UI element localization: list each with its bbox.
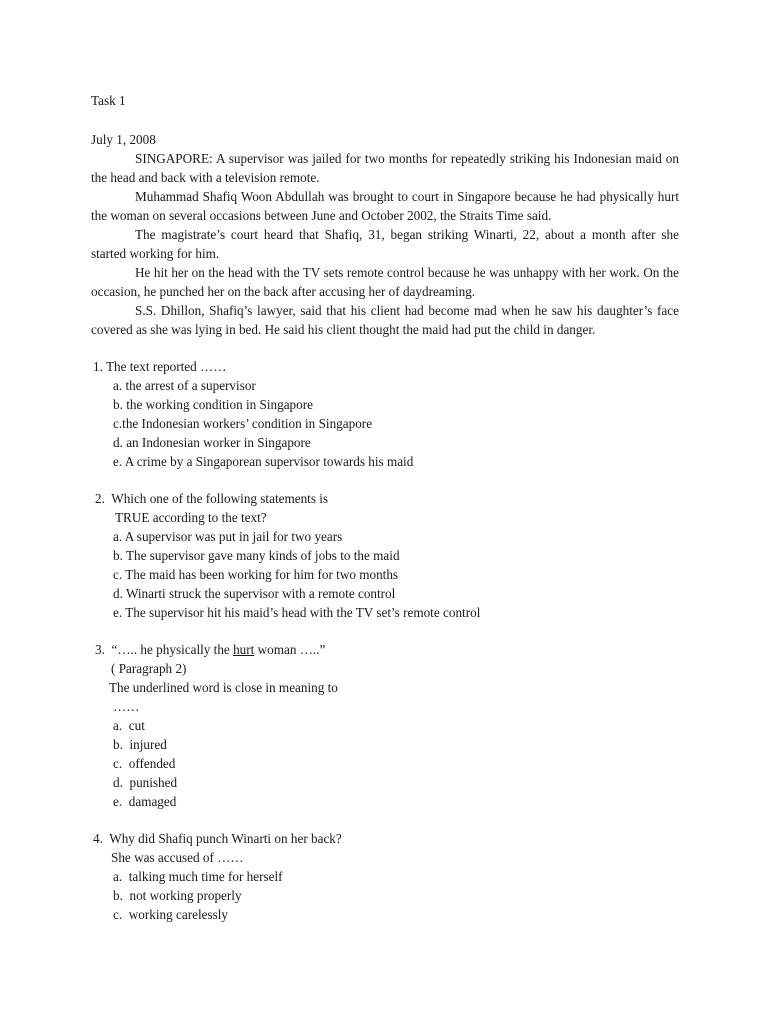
question-3 — [91, 640, 679, 811]
answer-option: b. not working properly — [113, 888, 242, 903]
underlined-word: hurt — [233, 642, 255, 657]
answer-option: a. A supervisor was put in jail for two years — [113, 529, 343, 544]
article — [91, 149, 679, 339]
question-stem-continued: She was accused of …… — [111, 850, 244, 865]
question-stem-prefix: 3. “….. he physically the — [95, 642, 234, 657]
answer-option: e. A crime by a Singaporean supervisor towards his maid — [113, 454, 414, 469]
question-stem-suffix: woman …..” — [254, 642, 326, 657]
question-4 — [91, 829, 679, 924]
question-1 — [91, 357, 679, 471]
answer-option: a. talking much time for herself — [113, 869, 283, 884]
question-stem — [91, 640, 679, 659]
article-paragraph: He hit her on the head with the TV sets remote control because he was unhappy with her work. On the occasion, he punched her on the back after accusing her of daydreaming. — [91, 265, 679, 299]
answer-option: a. the arrest of a supervisor — [113, 378, 256, 393]
answer-option: e. The supervisor hit his maid’s head with the TV set’s remote control — [113, 605, 481, 620]
question-stem: 2. Which one of the following statements is — [95, 491, 329, 506]
article-paragraph: Muhammad Shafiq Woon Abdullah was brought to court in Singapore because he had physically hurt the woman on several occasions between June and October 2002, the Straits Time said. — [91, 189, 679, 223]
answer-option: c. offended — [113, 756, 176, 771]
question-2 — [91, 489, 679, 622]
question-stem: 1. The text reported …… — [93, 359, 227, 374]
answer-option: d. punished — [113, 775, 178, 790]
article-date: July 1, 2008 — [91, 132, 156, 147]
answer-option: b. the working condition in Singapore — [113, 397, 313, 412]
answer-option: e. damaged — [113, 794, 177, 809]
answer-option: c. The maid has been working for him for two months — [113, 567, 399, 582]
question-list — [91, 357, 679, 924]
document-body — [91, 91, 679, 942]
answer-option: c.the Indonesian workers’ condition in Singapore — [113, 416, 373, 431]
article-paragraph: S.S. Dhillon, Shafiq’s lawyer, said that his client had become mad when he saw his daughter’s face covered as she was lying in bed. He said his client thought the maid had put the child in danger. — [91, 303, 679, 337]
answer-option: a. cut — [113, 718, 145, 733]
question-stem: 4. Why did Shafiq punch Winarti on her back? — [93, 831, 342, 846]
article-paragraph: The magistrate’s court heard that Shafiq, 31, began striking Winarti, 22, about a month after she started working for him. — [91, 227, 679, 261]
answer-option: d. Winarti struck the supervisor with a remote control — [113, 586, 396, 601]
answer-option: b. injured — [113, 737, 167, 752]
question-blank: …… — [113, 699, 140, 714]
question-stem-continued: TRUE according to the text? — [115, 510, 267, 525]
article-paragraph: SINGAPORE: A supervisor was jailed for two months for repeatedly striking his Indonesian maid on the head and back with a television remote. — [91, 151, 679, 185]
task-title: Task 1 — [91, 93, 126, 108]
paragraph-reference: ( Paragraph 2) — [111, 661, 187, 676]
answer-option: b. The supervisor gave many kinds of jobs to the maid — [113, 548, 400, 563]
answer-option: d. an Indonesian worker in Singapore — [113, 435, 311, 450]
question-instruction: The underlined word is close in meaning to — [109, 680, 338, 695]
answer-option: c. working carelessly — [113, 907, 228, 922]
